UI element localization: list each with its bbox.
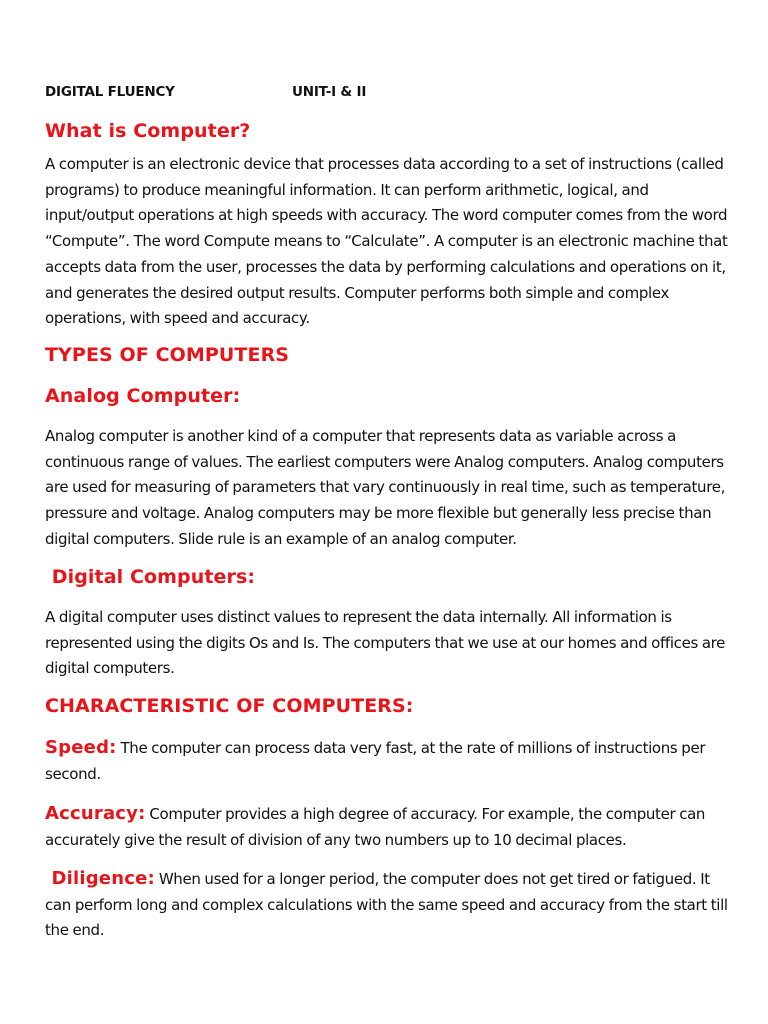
unit-label: UNIT-I & II: [292, 84, 367, 100]
paragraph-what-is-computer: A computer is an electronic device that processes data according to a set of instructions (called programs) to produce meaningful information. It can perform arithmetic, logical, and input/output operations at high speeds with accuracy. The word computer comes from the word “Compute”. The word Compute means to “Calculate”. A computer is an electronic machine that accepts data from the user, processes the data by performing calculations and operations on it, and generates the desired output results. Computer performs both simple and complex operations, with speed and accuracy.: [45, 155, 728, 328]
heading-types-of-computers: TYPES OF COMPUTERS: [45, 344, 290, 366]
characteristic-speed: [45, 735, 735, 787]
document-header: [45, 84, 367, 100]
characteristic-label: Speed:: [45, 737, 117, 758]
heading-characteristics: CHARACTERISTIC OF COMPUTERS:: [45, 695, 414, 717]
characteristic-text: The computer can process data very fast, at the rate of millions of instructions per second.: [45, 739, 706, 783]
characteristic-accuracy: [45, 801, 735, 853]
characteristic-text: When used for a longer period, the computer does not get tired or fatigued. It can perform long and complex calculations with the same speed and accuracy from the start till the end.: [45, 870, 728, 940]
paragraph-analog-computer: Analog computer is another kind of a computer that represents data as variable across a continuous range of values. The earliest computers were Analog computers. Analog computers are used for measuring of parameters that vary continuously in real time, such as temperature, pressure and voltage. Analog computers may be more flexible but generally less precise than digital computers. Slide rule is an example of an analog computer.: [45, 427, 725, 548]
paragraph-digital-computers: A digital computer uses distinct values to represent the data internally. All information is represented using the digits Os and Is. The computers that we use at our homes and offices are digital computers.: [45, 608, 726, 678]
characteristic-label: Diligence:: [45, 868, 155, 889]
heading-analog-computer: Analog Computer:: [45, 385, 241, 407]
heading-what-is-computer: What is Computer?: [45, 120, 251, 142]
characteristic-diligence: [45, 866, 735, 944]
heading-digital-computers: Digital Computers:: [45, 566, 256, 588]
characteristic-label: Accuracy:: [45, 803, 146, 824]
subject-title: DIGITAL FLUENCY: [45, 84, 175, 100]
characteristic-text: Computer provides a high degree of accuracy. For example, the computer can accurately give the result of division of any two numbers up to 10 decimal places.: [45, 805, 706, 849]
